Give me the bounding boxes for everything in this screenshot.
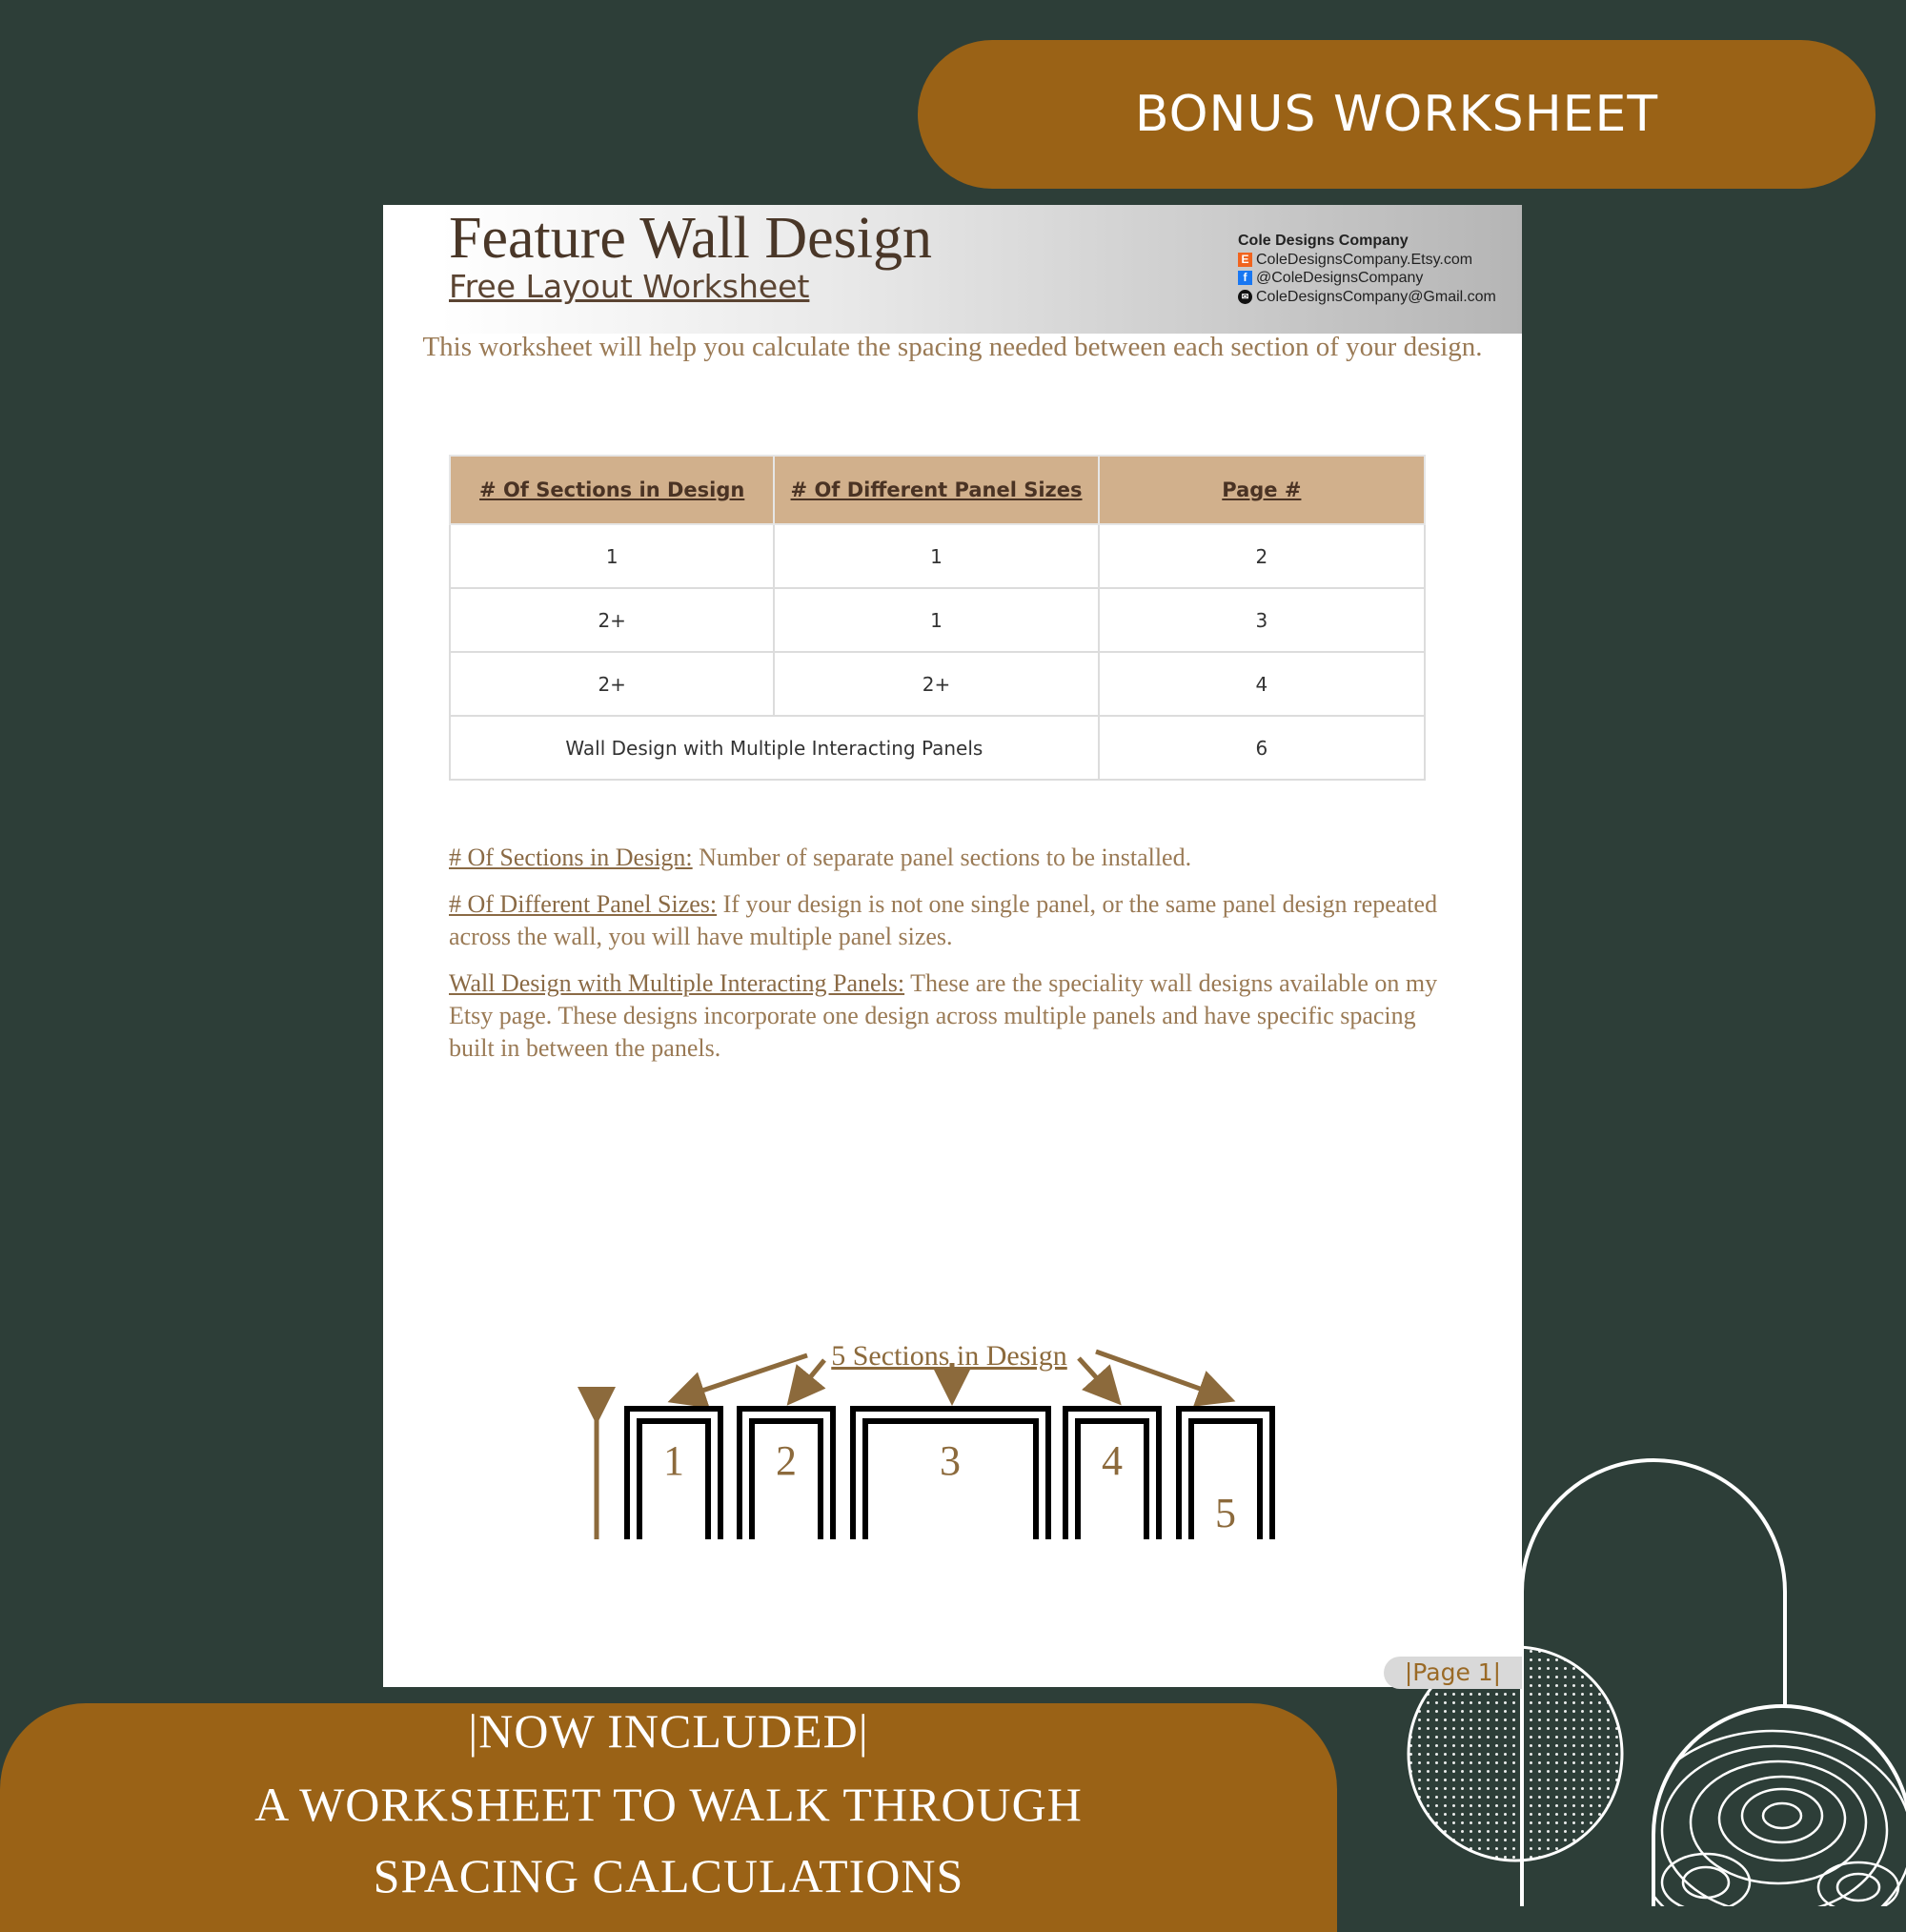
bonus-worksheet-banner: [918, 40, 1876, 189]
brand-facebook: @ColeDesignsCompany: [1256, 270, 1424, 286]
panel-diagram: [383, 1101, 1522, 1539]
worksheet-title: Feature Wall Design: [449, 206, 932, 271]
worksheet-intro: This worksheet will help you calculate the spacing needed between each section of your design.: [422, 332, 1483, 362]
definition-item: [449, 842, 1459, 874]
table-row: [450, 652, 1425, 716]
facebook-icon: f: [1238, 271, 1252, 285]
brand-info: [1238, 232, 1496, 306]
table-cell: 4: [1099, 652, 1425, 716]
brand-etsy: ColeDesignsCompany.Etsy.com: [1256, 251, 1473, 268]
table-cell: 6: [1099, 716, 1425, 780]
arrow: [793, 1360, 824, 1398]
definition-text: Number of separate panel sections to be installed.: [692, 844, 1192, 871]
header-page: Page #: [1099, 456, 1425, 524]
definition-item: [449, 967, 1459, 1065]
email-icon: ✉: [1238, 290, 1252, 304]
table-cell: 2+: [774, 652, 1098, 716]
page-number-badge: |Page 1|: [1384, 1657, 1522, 1689]
table-row: [450, 524, 1425, 588]
banner-bottom-line2: A WORKSHEET TO WALK THROUGH: [254, 1778, 1083, 1831]
definition-item: [449, 888, 1459, 953]
panel-number: 3: [940, 1437, 961, 1484]
brand-name: Cole Designs Company: [1238, 233, 1409, 249]
definition-text: These are the speciality wall designs available on my Etsy page. These designs incorporate one design across multiple panels and have specific spacing built in between the panels.: [449, 969, 1438, 1062]
banner-top-text: BONUS WORKSHEET: [1134, 86, 1659, 143]
table-cell: 2: [1099, 524, 1425, 588]
panel-4: [1065, 1409, 1159, 1539]
table-cell: 2+: [450, 588, 774, 652]
brand-email: ColeDesignsCompany@Gmail.com: [1256, 288, 1496, 305]
definition-term: # Of Sections in Design:: [449, 844, 693, 871]
table-row: [450, 588, 1425, 652]
header-panel-sizes: # Of Different Panel Sizes: [774, 456, 1098, 524]
now-included-banner: [0, 1703, 1337, 1932]
table-row: [450, 716, 1425, 780]
definition-text: If your design is not one single panel, or the same panel design repeated across the wall, you will have multiple panel sizes.: [449, 890, 1438, 950]
header-sections: # Of Sections in Design: [450, 456, 774, 524]
definitions: [449, 842, 1459, 1079]
arrow: [1079, 1358, 1115, 1398]
panel-3: [853, 1409, 1048, 1539]
panel-number: 1: [663, 1437, 684, 1484]
table-cell: 3: [1099, 588, 1425, 652]
banner-bottom-line3: SPACING CALCULATIONS: [373, 1849, 964, 1902]
pattern-arch: [1633, 1706, 1906, 1906]
table-cell: 1: [774, 524, 1098, 588]
table-cell: 1: [450, 524, 774, 588]
definition-term: Wall Design with Multiple Interacting Panels:: [449, 969, 905, 997]
table-cell: 1: [774, 588, 1098, 652]
table-cell: 2+: [450, 652, 774, 716]
arrow: [677, 1355, 807, 1399]
table-header-row: [450, 456, 1425, 524]
etsy-icon: E: [1238, 253, 1252, 267]
worksheet-subtitle: Free Layout Worksheet: [449, 268, 810, 305]
sections-label: 5 Sections in Design: [831, 1340, 1067, 1372]
panel-number: 2: [776, 1437, 797, 1484]
panel-1: [627, 1409, 720, 1539]
page-lookup-table: [449, 455, 1426, 781]
worksheet-page: [383, 205, 1522, 1687]
definition-term: # Of Different Panel Sizes:: [449, 890, 718, 918]
panel-number: 5: [1215, 1490, 1236, 1536]
table-cell: Wall Design with Multiple Interacting Panels: [450, 716, 1099, 780]
banner-bottom-line1: |NOW INCLUDED|: [468, 1704, 869, 1758]
panel-5: [1179, 1409, 1272, 1539]
panel-number: 4: [1102, 1437, 1123, 1484]
worksheet-header: [383, 205, 1522, 334]
arrow: [1096, 1352, 1227, 1398]
panel-2: [740, 1409, 833, 1539]
